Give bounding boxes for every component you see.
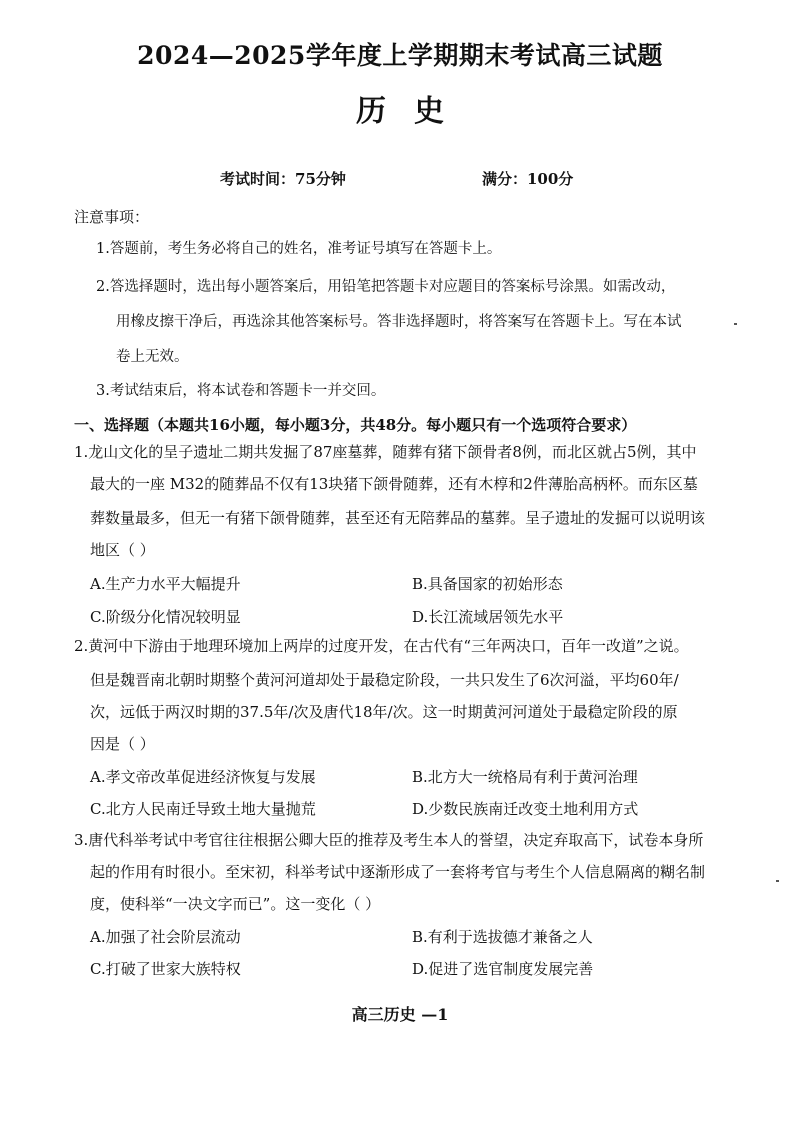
q1-option-d: D.长江流域居领先水平 [412, 608, 564, 626]
q2-option-c: C.北方人民南迁导致土地大量抛荒 [90, 800, 316, 818]
q2-line1: 2.黄河中下游由于地理环境加上两岸的过度开发，在古代有“三年两决口，百年一改道”之说。 [74, 637, 689, 655]
q3-line1: 3.唐代科举考试中考官往往根据公卿大臣的推荐及考生本人的誉望，决定弃取高下，试卷本身所 [74, 831, 704, 849]
q3-option-d: D.促进了选官制度发展完善 [412, 960, 594, 978]
notice-item-1: 1.答题前，考生务必将自己的姓名，准考证号填写在答题卡上。 [96, 241, 502, 257]
q3-line3: 度，使科举“一决文字而已”。这一变化（ ） [90, 895, 381, 913]
q2-option-d: D.少数民族南迁改变土地利用方式 [412, 800, 639, 818]
full-score: 满分：100分 [482, 170, 574, 188]
page-footer: 高三历史 —1 [351, 1005, 449, 1024]
q1-line3: 葬数量最多，但无一有猪下颌骨随葬，甚至还有无陪葬品的墓葬。呈子遗址的发掘可以说明该 [90, 509, 706, 527]
scan-speck [776, 880, 779, 882]
subject-title: 历史 [356, 94, 472, 129]
q1-line4: 地区（ ） [90, 541, 155, 559]
q3-option-c: C.打破了世家大族特权 [90, 960, 241, 978]
section-heading: 一、选择题（本题共16小题，每小题3分，共48分。每小题只有一个选项符合要求） [74, 416, 637, 434]
q2-option-b: B.北方大一统格局有利于黄河治理 [412, 768, 638, 786]
q1-option-c: C.阶级分化情况较明显 [90, 608, 241, 626]
exam-title: 2024—2025学年度上学期期末考试高三试题 [137, 41, 663, 70]
q1-option-b: B.具备国家的初始形态 [412, 575, 563, 593]
q3-option-b: B.有利于选拔德才兼备之人 [412, 928, 593, 946]
notice-item-2-line2: 用橡皮擦干净后，再选涂其他答案标号。答非选择题时，将答案写在答题卡上。写在本试 [116, 314, 682, 330]
notice-title: 注意事项： [74, 208, 150, 226]
q2-line3: 次，远低于两汉时期的37.5年/次及唐代18年/次。这一时期黄河河道处于最稳定阶段的原 [90, 703, 678, 721]
notice-item-2-line1: 2.答选择题时，选出每小题答案后，用铅笔把答题卡对应题目的答案标号涂黑。如需改动， [96, 279, 676, 295]
notice-item-3: 3.考试结束后，将本试卷和答题卡一并交回。 [96, 383, 386, 399]
q1-line1: 1.龙山文化的呈子遗址二期共发掘了87座墓葬，随葬有猪下颌骨者8例，而北区就占5例，其中 [74, 443, 697, 461]
q1-option-a: A.生产力水平大幅提升 [90, 575, 241, 593]
q2-line2: 但是魏晋南北朝时期整个黄河河道却处于最稳定阶段，一共只发生了6次河溢，平均60年/ [90, 671, 679, 689]
q3-option-a: A.加强了社会阶层流动 [90, 928, 241, 946]
q2-option-a: A.孝文帝改革促进经济恢复与发展 [90, 768, 316, 786]
scan-speck [734, 323, 737, 325]
exam-time: 考试时间：75分钟 [220, 170, 346, 188]
q2-line4: 因是（ ） [90, 735, 155, 753]
q1-line2: 最大的一座 M32的随葬品不仅有13块猪下颌骨随葬，还有木椁和2件薄胎高柄杯。而东区墓 [90, 475, 698, 493]
q3-line2: 起的作用有时很小。至宋初，科举考试中逐渐形成了一套将考官与考生个人信息隔离的糊名制 [90, 863, 706, 881]
notice-item-2-line3: 卷上无效。 [116, 349, 189, 365]
